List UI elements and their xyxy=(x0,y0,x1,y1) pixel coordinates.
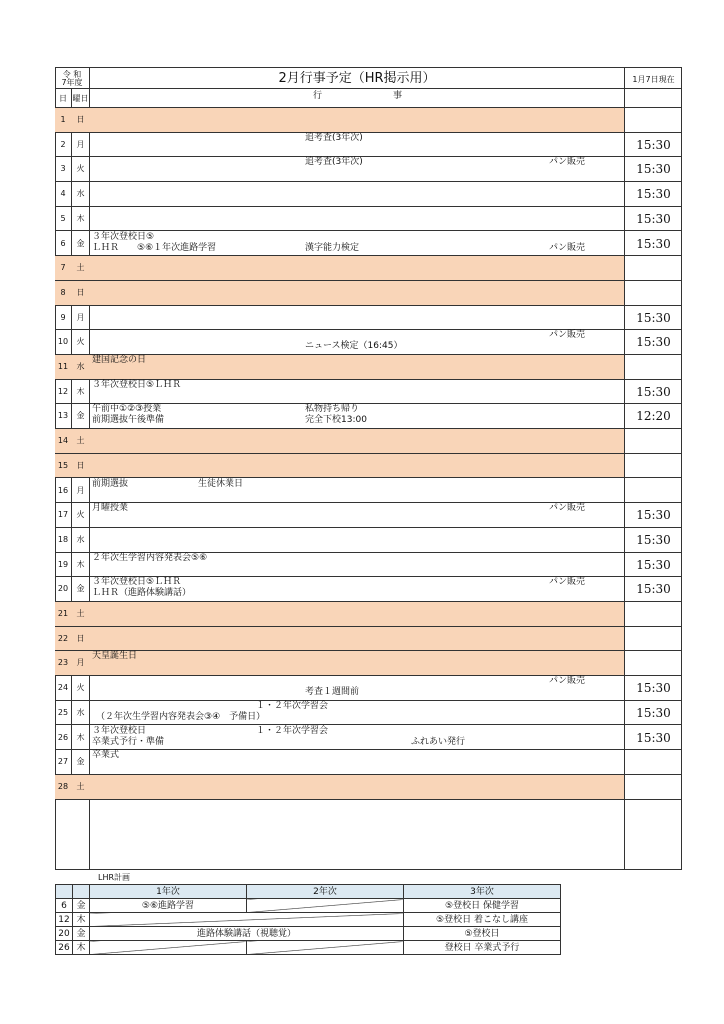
weekday-label: 水 xyxy=(76,707,85,717)
dismissal-time: 15:30 xyxy=(636,532,671,547)
table-row xyxy=(55,181,682,206)
dismissal-time: 15:30 xyxy=(636,384,671,399)
holiday-shading xyxy=(55,454,624,478)
event-text: パン販売 xyxy=(549,330,586,341)
table-row xyxy=(55,231,682,256)
day-number: 23 xyxy=(57,658,69,668)
lhr-year12-cell: 進路体験講話（視聴覚） xyxy=(90,927,404,941)
weekday-label: 日 xyxy=(76,460,85,470)
day-number: 22 xyxy=(57,633,69,643)
table-row xyxy=(55,354,682,379)
weekday-label: 月 xyxy=(76,139,85,149)
table-row xyxy=(55,502,682,527)
day-number: 20 xyxy=(57,584,69,594)
event-text: 考査１週間前 xyxy=(305,687,360,698)
events-column-header-2: 事 xyxy=(393,91,403,101)
event-text: １・２年次学習会 xyxy=(256,725,329,736)
day-number: 10 xyxy=(57,337,69,347)
event-text: ３年次登校日⑤ＬＨＲ xyxy=(92,577,182,588)
weekday-label: 金 xyxy=(76,584,85,594)
event-text: 追考査(3年次) xyxy=(305,132,363,143)
table-row xyxy=(56,941,561,955)
dismissal-time: 15:30 xyxy=(636,211,671,226)
weekday-label: 金 xyxy=(76,238,85,248)
weekday-label: 金 xyxy=(76,411,85,421)
dismissal-time: 15:30 xyxy=(636,582,671,597)
day-number: 28 xyxy=(57,781,69,791)
day-number: 18 xyxy=(57,534,69,544)
event-text: ふれあい発行 xyxy=(411,736,466,747)
table-row xyxy=(55,552,682,577)
table-row xyxy=(55,428,682,453)
lhr-year1-cell: ⑤⑥進路学習 xyxy=(90,899,247,913)
event-text: 午前中①②③授業 xyxy=(92,404,162,415)
lhr-day: 20 xyxy=(56,927,73,941)
lhr-year12-cell xyxy=(90,913,404,927)
as-of-date: 1月7日現在 xyxy=(632,75,675,84)
event-text: ２年次生学習内容発表会⑤⑥ xyxy=(92,552,208,563)
dismissal-time: 15:30 xyxy=(636,681,671,696)
table-row xyxy=(55,650,682,675)
day-number: 5 xyxy=(60,213,66,223)
holiday-shading xyxy=(55,602,624,626)
event-text: 前期選抜午後準備 xyxy=(92,415,165,426)
table-row xyxy=(55,725,682,750)
day-number: 6 xyxy=(60,238,66,248)
day-number: 4 xyxy=(60,189,66,199)
lhr-year3-cell: ⑤登校日 着こなし講座 xyxy=(404,913,561,927)
event-text: 卒業式 xyxy=(92,750,120,761)
event-text: パン販売 xyxy=(549,157,586,168)
table-row xyxy=(55,453,682,478)
day-number: 1 xyxy=(60,115,66,124)
table-row xyxy=(55,675,682,700)
lhr-day: 26 xyxy=(56,941,73,955)
holiday-shading xyxy=(55,108,624,132)
dismissal-time: 15:30 xyxy=(636,730,671,745)
day-number: 26 xyxy=(57,732,69,742)
dismissal-time: 15:30 xyxy=(636,162,671,177)
day-column-header: 日 xyxy=(59,94,67,103)
lhr-year2-cell xyxy=(247,899,404,913)
day-number: 2 xyxy=(60,139,66,149)
weekday-label: 月 xyxy=(76,485,85,495)
weekday-label: 日 xyxy=(76,287,85,297)
weekday-label: 日 xyxy=(76,115,85,124)
table-row xyxy=(55,132,682,157)
day-number: 17 xyxy=(57,510,69,520)
event-text: パン販売 xyxy=(549,242,586,253)
table-row xyxy=(55,206,682,231)
era-label: 令 和 xyxy=(62,70,82,79)
dismissal-time: 15:30 xyxy=(636,137,671,152)
weekday-label: 木 xyxy=(76,386,85,396)
dismissal-time: 15:30 xyxy=(636,557,671,572)
holiday-shading xyxy=(55,429,624,453)
holiday-shading xyxy=(55,627,624,651)
day-number: 16 xyxy=(57,485,69,495)
lhr-header-year3: 3年次 xyxy=(404,885,561,899)
table-row xyxy=(55,305,682,330)
weekday-label: 月 xyxy=(76,312,85,322)
table-row xyxy=(55,403,682,428)
lhr-day: 6 xyxy=(56,899,73,913)
event-text: 漢字能力検定 xyxy=(305,242,360,253)
weekday-label: 水 xyxy=(76,534,85,544)
lhr-header-year1: 1年次 xyxy=(90,885,247,899)
event-text: ＬＨＲ ⑤⑥１年次進路学習 xyxy=(92,242,217,253)
lhr-year3-cell: ⑤登校日 xyxy=(404,927,561,941)
weekday-column-header: 曜日 xyxy=(72,94,89,103)
dismissal-time: 15:30 xyxy=(636,335,671,350)
lhr-weekday: 金 xyxy=(73,927,90,941)
table-row xyxy=(55,379,682,404)
table-row xyxy=(55,329,682,354)
weekday-label: 火 xyxy=(76,683,85,693)
weekday-label: 木 xyxy=(76,732,85,742)
table-row xyxy=(55,255,682,280)
dismissal-time: 12:20 xyxy=(636,409,671,424)
weekday-label: 土 xyxy=(76,436,85,446)
weekday-label: 土 xyxy=(76,781,85,791)
day-number: 21 xyxy=(57,609,69,618)
event-text: 私物持ち帰り xyxy=(305,404,360,415)
table-row xyxy=(55,280,682,305)
event-text: 卒業式予行・準備 xyxy=(92,736,165,747)
table-row xyxy=(55,478,682,503)
day-number: 3 xyxy=(60,164,66,174)
lhr-plan-caption: LHR計画 xyxy=(98,873,131,882)
holiday-shading xyxy=(55,651,624,675)
day-number: 12 xyxy=(57,386,69,396)
day-number: 8 xyxy=(60,287,66,297)
table-row xyxy=(55,527,682,552)
day-number: 15 xyxy=(57,460,69,470)
event-text: ３年次登校日 xyxy=(92,725,147,736)
event-text: 月曜授業 xyxy=(92,503,129,514)
schedule-table xyxy=(55,67,682,870)
day-number: 14 xyxy=(57,436,69,446)
weekday-label: 日 xyxy=(76,633,85,643)
day-number: 25 xyxy=(57,707,69,717)
table-row xyxy=(56,927,561,941)
event-text: ３年次登校日⑤ xyxy=(92,231,155,242)
event-text: パン販売 xyxy=(549,503,586,514)
event-text: 建国記念の日 xyxy=(92,355,147,365)
dismissal-time: 15:30 xyxy=(636,508,671,523)
day-number: 19 xyxy=(57,559,69,569)
table-row xyxy=(55,576,682,601)
event-text: 天皇誕生日 xyxy=(92,651,138,662)
table-row xyxy=(55,700,682,725)
table-row xyxy=(55,774,682,799)
lhr-weekday: 金 xyxy=(73,899,90,913)
weekday-label: 火 xyxy=(76,510,85,520)
table-row xyxy=(55,626,682,651)
lhr-day: 12 xyxy=(56,913,73,927)
day-number: 24 xyxy=(57,683,69,693)
fiscal-year-label: 7年度 xyxy=(61,78,83,87)
lhr-year3-cell: 登校日 卒業式予行 xyxy=(404,941,561,955)
event-text: ＬＨＲ（進路体験講話） xyxy=(92,588,192,599)
event-text: パン販売 xyxy=(549,676,586,687)
weekday-label: 土 xyxy=(76,263,85,273)
day-number: 9 xyxy=(60,312,66,322)
day-number: 7 xyxy=(60,263,66,273)
weekday-label: 木 xyxy=(76,559,85,569)
page-title: 2月行事予定（HR掲示用） xyxy=(278,71,436,86)
day-number: 13 xyxy=(57,411,69,421)
table-row xyxy=(55,156,682,181)
weekday-label: 水 xyxy=(76,362,85,371)
lhr-header-year2: 2年次 xyxy=(247,885,404,899)
lhr-weekday: 木 xyxy=(73,941,90,955)
holiday-shading xyxy=(55,256,624,280)
event-text: 前期選抜 xyxy=(92,478,129,489)
event-text: ３年次登校日⑤ＬＨＲ xyxy=(92,379,182,390)
dismissal-time: 15:30 xyxy=(636,187,671,202)
holiday-shading xyxy=(55,775,624,799)
day-number: 27 xyxy=(57,757,69,767)
weekday-label: 月 xyxy=(76,658,85,668)
event-text: パン販売 xyxy=(549,577,586,588)
weekday-label: 金 xyxy=(76,757,85,767)
dismissal-time: 15:30 xyxy=(636,705,671,720)
holiday-shading xyxy=(55,281,624,305)
lhr-year1-cell xyxy=(90,941,247,955)
events-column-header: 行 xyxy=(313,91,323,101)
event-text: １・２年次学習会 xyxy=(256,700,329,711)
weekday-label: 火 xyxy=(76,164,85,174)
weekday-label: 木 xyxy=(76,213,85,223)
lhr-year3-cell: ⑤登校日 保健学習 xyxy=(404,899,561,913)
day-number: 11 xyxy=(57,362,69,371)
table-row xyxy=(56,913,561,927)
table-row xyxy=(55,601,682,626)
event-text: 追考査(3年次) xyxy=(305,157,363,168)
table-row xyxy=(55,107,682,132)
weekday-label: 土 xyxy=(76,609,85,618)
event-text: 完全下校13:00 xyxy=(305,415,367,426)
weekday-label: 火 xyxy=(76,337,85,347)
weekday-label: 水 xyxy=(76,189,85,199)
lhr-weekday: 木 xyxy=(73,913,90,927)
dismissal-time: 15:30 xyxy=(636,236,671,251)
dismissal-time: 15:30 xyxy=(636,310,671,325)
event-text: ニュース検定（16:45） xyxy=(305,341,403,352)
event-text: （２年次生学習内容発表会③④ 予備日） xyxy=(96,711,266,722)
table-row xyxy=(56,899,561,913)
lhr-plan-table xyxy=(55,884,561,955)
event-text: 生徒休業日 xyxy=(198,478,244,489)
table-row xyxy=(55,749,682,774)
lhr-year2-cell xyxy=(247,941,404,955)
